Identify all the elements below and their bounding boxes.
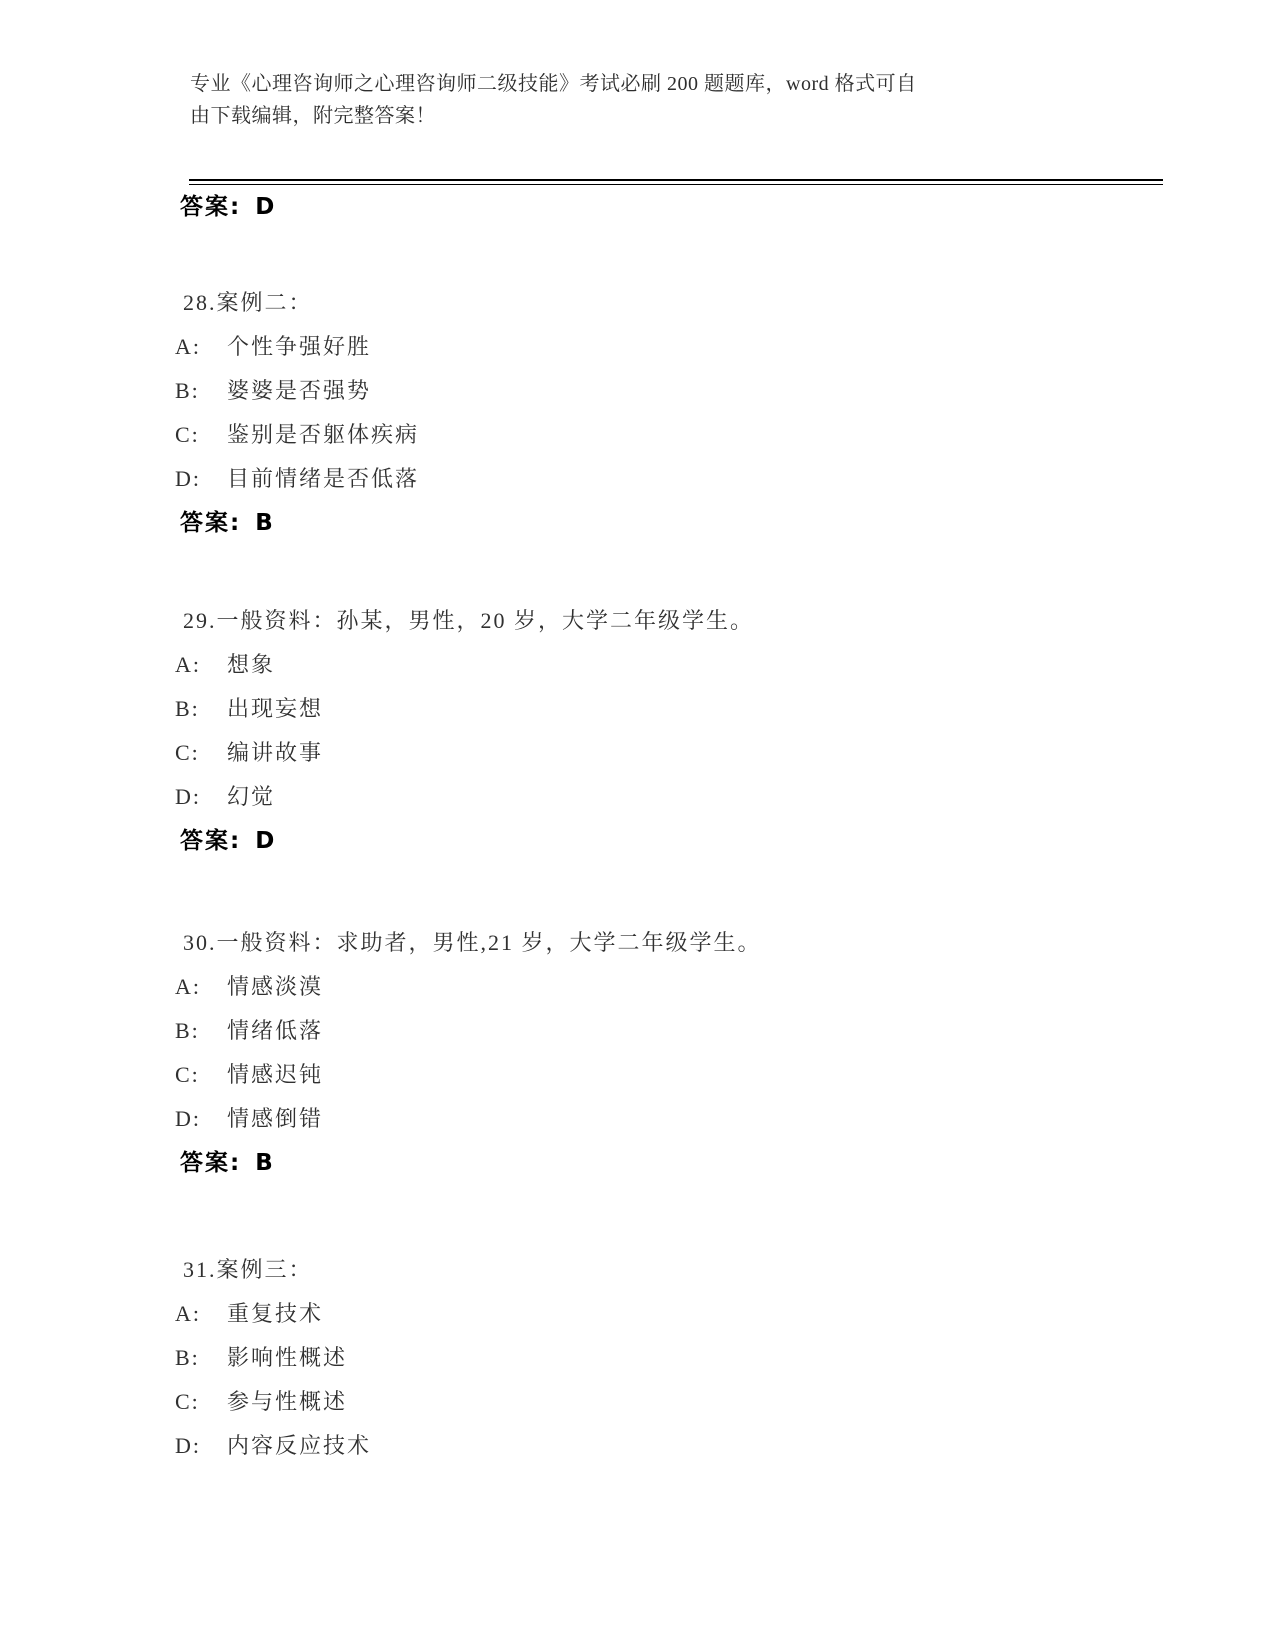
option-label: C: [175,422,200,447]
option-label: B: [175,696,200,721]
answer-line [175,828,1165,854]
option-row-b [175,1345,1165,1371]
option-label: A: [175,334,201,359]
option-row-d [175,466,1165,492]
option-text: 出现妄想 [227,696,324,721]
question-title: 31.案例三： [183,1257,313,1282]
option-row-d [175,784,1165,810]
option-label: B: [175,1018,200,1043]
option-text: 个性争强好胜 [227,334,372,359]
option-row-a [175,974,1165,1000]
header-title-line-2: 由下载编辑，附完整答案！ [190,105,436,127]
answer-line [175,194,276,220]
option-row-b [175,1018,1165,1044]
answer-value: B [255,1150,275,1176]
option-row-a [175,1301,1165,1327]
option-text: 情感淡漠 [227,974,324,999]
answer-value: D [255,828,277,854]
answer-label: 答案: [180,828,242,854]
option-text: 情感倒错 [227,1106,324,1131]
option-text: 参与性概述 [227,1389,348,1414]
option-row-c [175,740,1165,766]
answer-label: 答案: [180,1150,242,1176]
option-label: C: [175,740,200,765]
option-text: 影响性概述 [227,1345,348,1370]
option-text: 情感迟钝 [227,1062,324,1087]
option-text: 目前情绪是否低落 [227,466,420,491]
page-header [190,68,1090,132]
question-title: 29.一般资料：孙某，男性，20 岁，大学二年级学生。 [183,608,755,633]
option-label: A: [175,974,201,999]
option-row-a [175,334,1165,360]
option-row-c [175,1062,1165,1088]
answer-value: B [255,510,275,536]
question-title: 30.一般资料：求助者，男性,21 岁，大学二年级学生。 [183,930,762,955]
answer-value: D [255,194,277,220]
double-rule-divider [189,179,1163,185]
header-title-line-1: 专业《心理咨询师之心理咨询师二级技能》考试必刷 200 题题库，word 格式可自 [190,73,917,95]
question-29 [175,608,1165,854]
option-text: 想象 [227,652,276,677]
option-text: 情绪低落 [227,1018,324,1043]
option-label: A: [175,1301,201,1326]
option-label: D: [175,466,201,491]
option-text: 编讲故事 [227,740,324,765]
option-row-c [175,422,1165,448]
option-text: 鉴别是否躯体疾病 [227,422,420,447]
question-31 [175,1257,1165,1477]
option-row-b [175,696,1165,722]
question-28 [175,290,1165,536]
option-label: C: [175,1062,200,1087]
answer-line [175,510,1165,536]
option-text: 婆婆是否强势 [227,378,372,403]
option-row-d [175,1106,1165,1132]
option-row-a [175,652,1165,678]
answer-line [175,1150,1165,1176]
option-label: A: [175,652,201,677]
option-label: B: [175,378,200,403]
option-text: 重复技术 [227,1301,324,1326]
option-row-c [175,1389,1165,1415]
answer-label: 答案: [180,194,242,220]
answer-label: 答案: [180,510,242,536]
option-row-d [175,1433,1165,1459]
option-label: C: [175,1389,200,1414]
option-label: D: [175,1433,201,1458]
question-title: 28.案例二： [183,290,313,315]
option-row-b [175,378,1165,404]
option-text: 幻觉 [227,784,276,809]
option-label: D: [175,1106,201,1131]
option-label: B: [175,1345,200,1370]
option-text: 内容反应技术 [227,1433,372,1458]
option-label: D: [175,784,201,809]
question-30 [175,930,1165,1176]
